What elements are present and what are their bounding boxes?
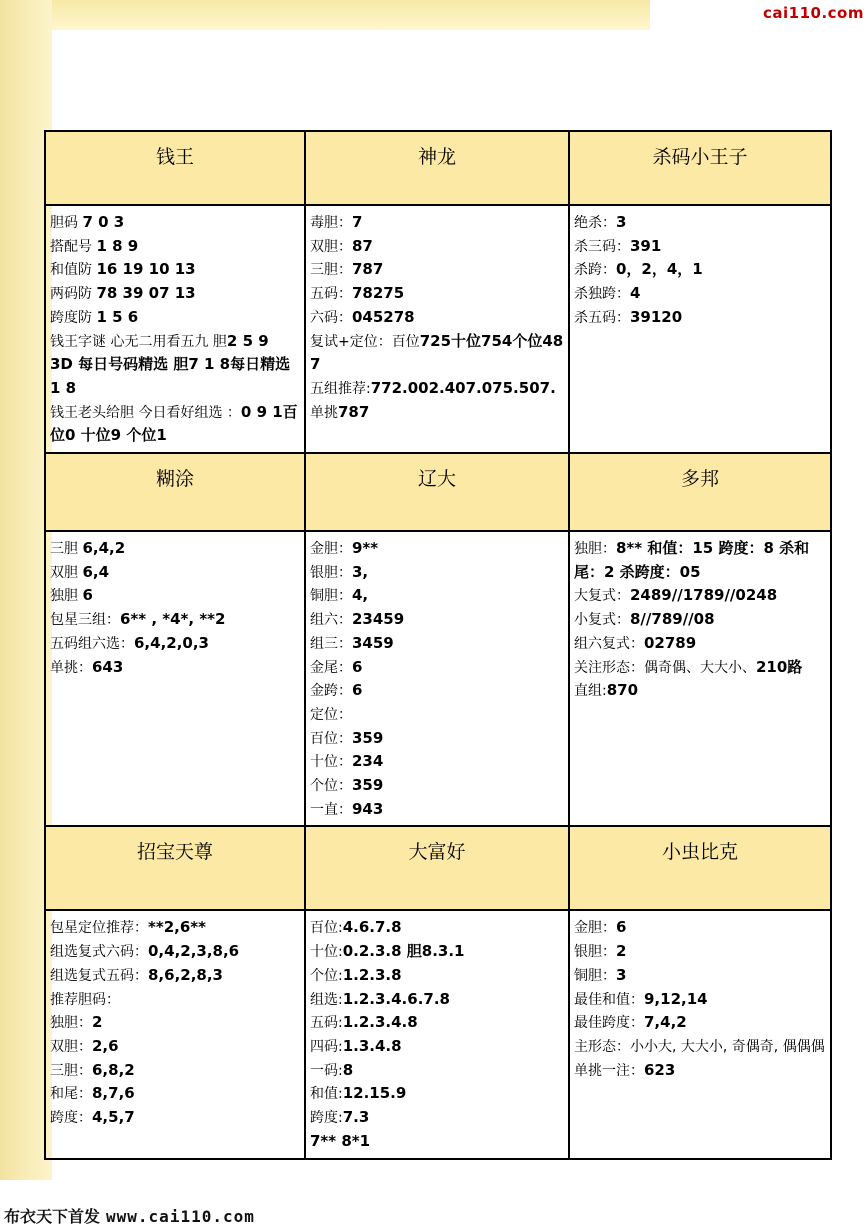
pick-label: 百位： bbox=[310, 730, 352, 747]
pick-value: 6 bbox=[352, 681, 363, 700]
pick-value: 0，2，4，1 bbox=[616, 260, 703, 279]
pick-line bbox=[574, 679, 826, 703]
pick-label: 个位： bbox=[310, 778, 352, 795]
pick-value: 2489//1789//0248 bbox=[630, 586, 778, 605]
expert-picks bbox=[46, 532, 304, 825]
expert-name: 大富好 bbox=[306, 827, 568, 911]
pick-value: 6,8,2 bbox=[92, 1060, 135, 1079]
pick-line bbox=[574, 306, 826, 330]
pick-value: 7.3 bbox=[342, 1108, 370, 1127]
expert-picks bbox=[570, 911, 830, 1157]
pick-line bbox=[50, 584, 300, 608]
pick-line bbox=[310, 774, 564, 798]
expert-cell bbox=[306, 454, 570, 827]
pick-line bbox=[574, 608, 826, 632]
pick-line bbox=[310, 940, 564, 964]
table-row bbox=[46, 132, 832, 454]
pick-line bbox=[50, 561, 300, 585]
pick-label: 双胆： bbox=[310, 238, 352, 255]
pick-label: 独胆： bbox=[574, 541, 616, 558]
pick-label: 个位: bbox=[310, 967, 343, 984]
pick-value: 870 bbox=[606, 681, 639, 700]
pick-line bbox=[310, 584, 564, 608]
pick-line bbox=[310, 750, 564, 774]
pick-label: 独胆 bbox=[50, 588, 83, 605]
pick-value: 8** 和值：15 跨度：8 杀和尾：2 杀跨度：05 bbox=[574, 539, 810, 581]
pick-value: 6,4,2 bbox=[82, 539, 126, 558]
pick-line bbox=[310, 1011, 564, 1035]
pick-line bbox=[50, 1059, 300, 1083]
expert-name: 招宝天尊 bbox=[46, 827, 304, 911]
pick-line bbox=[50, 353, 300, 400]
pick-line bbox=[50, 988, 300, 1012]
expert-cell bbox=[570, 827, 832, 1159]
pick-value: 1 5 6 bbox=[96, 307, 139, 326]
table-row bbox=[46, 827, 832, 1159]
pick-label: 百位: bbox=[310, 920, 343, 937]
pick-value: 02789 bbox=[644, 633, 697, 652]
pick-label: 胆码 bbox=[50, 215, 83, 231]
pick-label: 跨度防 bbox=[50, 309, 97, 326]
footer-watermark bbox=[4, 1204, 255, 1227]
expert-cell bbox=[46, 132, 306, 454]
pick-value: 0.2.3.8 胆8.3.1 bbox=[342, 942, 465, 961]
pick-line bbox=[574, 584, 826, 608]
pick-label: 毒胆： bbox=[310, 215, 352, 231]
pick-line bbox=[50, 282, 300, 306]
pick-label: 钱王字谜 心无二用看五九 胆 bbox=[50, 333, 227, 350]
pick-value: 2,6 bbox=[92, 1036, 119, 1055]
pick-label: 十位: bbox=[310, 944, 343, 961]
pick-value: 7,4,2 bbox=[644, 1013, 687, 1032]
pick-line bbox=[310, 211, 564, 235]
pick-line bbox=[50, 1011, 300, 1035]
pick-label: 一直： bbox=[310, 801, 352, 818]
pick-label: 金跨： bbox=[310, 683, 352, 700]
pick-line bbox=[310, 916, 564, 940]
pick-value: 2 5 9 bbox=[226, 331, 269, 350]
pick-label: 单挑 bbox=[310, 404, 338, 421]
pick-value: 7 0 3 bbox=[82, 213, 125, 231]
pick-line bbox=[310, 988, 564, 1012]
pick-label: 六码： bbox=[310, 309, 352, 326]
pick-label: 金尾： bbox=[310, 659, 352, 676]
pick-value: 943 bbox=[352, 799, 384, 818]
pick-label: 和值: bbox=[310, 1086, 343, 1103]
pick-label: 金胆： bbox=[574, 920, 616, 937]
pick-value: 6,4 bbox=[82, 562, 110, 581]
pick-value: 78275 bbox=[352, 284, 405, 303]
pick-value: 6 bbox=[82, 586, 93, 605]
site-watermark: cai110.com bbox=[763, 4, 864, 22]
pick-value: 16 19 10 13 bbox=[96, 260, 196, 279]
pick-label: 组三： bbox=[310, 635, 352, 652]
pick-label: 五码组六选： bbox=[50, 635, 134, 652]
pick-label: 杀跨： bbox=[574, 262, 616, 279]
pick-line bbox=[50, 964, 300, 988]
pick-label: 和值防 bbox=[50, 262, 97, 279]
pick-line bbox=[310, 235, 564, 259]
pick-line bbox=[310, 1106, 564, 1130]
pick-line bbox=[574, 1011, 826, 1035]
pick-label: 双胆 bbox=[50, 564, 83, 581]
pick-line bbox=[50, 608, 300, 632]
pick-line bbox=[310, 377, 564, 401]
pick-label: 组选: bbox=[310, 991, 343, 1008]
pick-value: **2,6** bbox=[148, 918, 206, 937]
pick-label: 三胆： bbox=[310, 262, 352, 279]
pick-line bbox=[50, 401, 300, 448]
pick-label: 定位： bbox=[310, 706, 352, 723]
expert-picks bbox=[306, 206, 568, 452]
expert-picks bbox=[570, 532, 830, 825]
pick-value: 1 8 9 bbox=[96, 236, 139, 255]
pick-line bbox=[310, 656, 564, 680]
pick-value: 1.2.3.4.6.7.8 bbox=[342, 989, 450, 1008]
pick-line bbox=[574, 916, 826, 940]
pick-label: 关注形态：偶奇偶、大大小、 bbox=[574, 659, 756, 676]
pick-line bbox=[50, 916, 300, 940]
pick-value: 87 bbox=[352, 236, 373, 255]
pick-label: 直组: bbox=[574, 683, 607, 700]
expert-picks bbox=[306, 911, 568, 1157]
pick-line bbox=[310, 306, 564, 330]
pick-value: 8 bbox=[342, 1060, 354, 1079]
expert-cell bbox=[570, 454, 832, 827]
pick-line bbox=[574, 632, 826, 656]
pick-label: 铜胆： bbox=[310, 588, 352, 605]
pick-label: 小复式： bbox=[574, 612, 630, 629]
pick-label: 包星三组： bbox=[50, 612, 120, 629]
pick-line bbox=[574, 656, 826, 680]
pick-line bbox=[310, 1035, 564, 1059]
pick-value: 1.3.4.8 bbox=[342, 1036, 402, 1055]
pick-value: 7** 8*1 bbox=[310, 1131, 371, 1150]
pick-label: 十位： bbox=[310, 754, 352, 771]
pick-value: 3 bbox=[616, 213, 627, 231]
pick-line bbox=[574, 988, 826, 1012]
pick-value: 7 bbox=[352, 213, 363, 231]
pick-line bbox=[310, 330, 564, 377]
pick-line bbox=[310, 703, 564, 727]
pick-line bbox=[50, 258, 300, 282]
pick-label: 组六复式： bbox=[574, 635, 644, 652]
footer-url: www.cai110.com bbox=[106, 1207, 255, 1226]
expert-name: 辽大 bbox=[306, 454, 568, 532]
pick-label: 复试+定位：百位 bbox=[310, 333, 420, 350]
pick-label: 独胆： bbox=[50, 1015, 92, 1032]
pick-line bbox=[310, 537, 564, 561]
pick-value: 23459 bbox=[352, 610, 405, 629]
pick-line bbox=[574, 1059, 826, 1083]
pick-line bbox=[574, 964, 826, 988]
pick-value: 787 bbox=[352, 260, 384, 279]
pick-value: 3 bbox=[616, 965, 627, 984]
pick-label: 五组推荐: bbox=[310, 380, 371, 397]
pick-line bbox=[574, 537, 826, 584]
pick-value: 8//789//08 bbox=[630, 610, 715, 629]
pick-label: 三胆 bbox=[50, 541, 83, 558]
pick-label: 主形态：小小大, 大大小, 奇偶奇, 偶偶偶 bbox=[574, 1038, 825, 1055]
expert-cell bbox=[46, 454, 306, 827]
pick-label: 一码: bbox=[310, 1062, 343, 1079]
pick-value: 8,7,6 bbox=[92, 1084, 135, 1103]
pick-label: 最佳跨度： bbox=[574, 1015, 644, 1032]
pick-value: 78 39 07 13 bbox=[96, 284, 196, 303]
pick-line bbox=[310, 964, 564, 988]
pick-value: 4, bbox=[352, 586, 369, 605]
pick-line bbox=[50, 306, 300, 330]
expert-picks bbox=[306, 532, 568, 825]
pick-value: 1.2.3.8 bbox=[342, 965, 402, 984]
pick-label: 组六： bbox=[310, 612, 352, 629]
expert-cell bbox=[306, 827, 570, 1159]
pick-line bbox=[574, 211, 826, 235]
pick-value: 643 bbox=[92, 657, 124, 676]
pick-value: 623 bbox=[644, 1060, 676, 1079]
expert-picks bbox=[46, 206, 304, 452]
pick-label: 搭配号 bbox=[50, 238, 97, 255]
pick-line bbox=[310, 727, 564, 751]
pick-label: 银胆： bbox=[574, 944, 616, 961]
pick-line bbox=[310, 561, 564, 585]
pick-line bbox=[310, 798, 564, 822]
pick-value: 8,6,2,8,3 bbox=[148, 965, 223, 984]
pick-value: 234 bbox=[352, 752, 384, 771]
pick-label: 推荐胆码： bbox=[50, 991, 120, 1008]
expert-cell bbox=[306, 132, 570, 454]
decorative-top-band bbox=[0, 0, 650, 30]
pick-line bbox=[50, 1035, 300, 1059]
pick-label: 单挑： bbox=[50, 659, 92, 676]
pick-value: 6** , *4*, **2 bbox=[120, 610, 226, 629]
expert-cell bbox=[570, 132, 832, 454]
pick-label: 金胆： bbox=[310, 541, 352, 558]
pick-value: 9** bbox=[352, 539, 379, 558]
pick-label: 杀独跨： bbox=[574, 286, 630, 303]
expert-name: 小虫比克 bbox=[570, 827, 830, 911]
pick-value: 4,5,7 bbox=[92, 1108, 135, 1127]
pick-label: 组选复式五码： bbox=[50, 967, 148, 984]
pick-value: 9,12,14 bbox=[644, 989, 708, 1008]
pick-line bbox=[310, 401, 564, 425]
pick-value: 3D 每日号码精选 胆7 1 8每日精选1 8 bbox=[50, 355, 291, 397]
pick-line bbox=[50, 656, 300, 680]
pick-label: 包星定位推荐： bbox=[50, 920, 148, 937]
pick-label: 杀三码： bbox=[574, 238, 630, 255]
header-blank-area bbox=[52, 30, 652, 130]
pick-label: 三胆： bbox=[50, 1062, 92, 1079]
pick-label: 两码防 bbox=[50, 286, 97, 303]
expert-name: 糊涂 bbox=[46, 454, 304, 532]
pick-line bbox=[310, 1130, 564, 1154]
pick-line bbox=[50, 1082, 300, 1106]
expert-name: 杀码小王子 bbox=[570, 132, 830, 206]
pick-line bbox=[574, 940, 826, 964]
table-row bbox=[46, 454, 832, 827]
pick-value: 39120 bbox=[630, 307, 683, 326]
pick-label: 和尾： bbox=[50, 1086, 92, 1103]
pick-label: 四码: bbox=[310, 1038, 343, 1055]
pick-line bbox=[310, 282, 564, 306]
pick-label: 钱王老头给胆 今日看好组选 ： bbox=[50, 404, 241, 421]
pick-line bbox=[310, 632, 564, 656]
pick-label: 跨度： bbox=[50, 1110, 92, 1127]
pick-label: 大复式： bbox=[574, 588, 630, 605]
pick-value: 4 bbox=[630, 284, 641, 303]
pick-label: 银胆： bbox=[310, 564, 352, 581]
expert-name: 神龙 bbox=[306, 132, 568, 206]
pick-line bbox=[50, 211, 300, 235]
pick-label: 最佳和值： bbox=[574, 991, 644, 1008]
pick-value: 3, bbox=[352, 562, 369, 581]
pick-label: 五码: bbox=[310, 1015, 343, 1032]
pick-label: 铜胆： bbox=[574, 967, 616, 984]
pick-value: 2 bbox=[616, 942, 627, 961]
pick-line bbox=[50, 537, 300, 561]
expert-name: 钱王 bbox=[46, 132, 304, 206]
pick-value: 6 bbox=[352, 657, 363, 676]
pick-value: 4.6.7.8 bbox=[342, 918, 402, 937]
pick-line bbox=[310, 608, 564, 632]
pick-line bbox=[310, 258, 564, 282]
pick-value: 772.002.407.075.507. bbox=[370, 378, 556, 397]
expert-picks bbox=[46, 911, 304, 1157]
pick-value: 359 bbox=[352, 776, 384, 795]
pick-line bbox=[574, 235, 826, 259]
pick-line bbox=[50, 632, 300, 656]
pick-line bbox=[50, 1106, 300, 1130]
pick-line bbox=[310, 1059, 564, 1083]
expert-cell bbox=[46, 827, 306, 1159]
pick-value: 6,4,2,0,3 bbox=[134, 633, 209, 652]
pick-label: 组选复式六码： bbox=[50, 944, 148, 961]
pick-line bbox=[50, 235, 300, 259]
pick-value: 210路 bbox=[756, 657, 803, 676]
pick-value: 6 bbox=[616, 918, 627, 937]
pick-value: 045278 bbox=[352, 307, 415, 326]
pick-label: 五码： bbox=[310, 286, 352, 303]
footer-text: 布衣天下首发 bbox=[4, 1207, 101, 1226]
pick-value: 3459 bbox=[352, 633, 394, 652]
pick-line bbox=[310, 679, 564, 703]
pick-label: 跨度: bbox=[310, 1110, 343, 1127]
pick-line bbox=[310, 1082, 564, 1106]
pick-value: 0,4,2,3,8,6 bbox=[148, 942, 240, 961]
prediction-table bbox=[44, 130, 832, 1160]
pick-line bbox=[574, 282, 826, 306]
pick-label: 杀五码： bbox=[574, 309, 630, 326]
expert-name: 多邦 bbox=[570, 454, 830, 532]
pick-line bbox=[50, 940, 300, 964]
pick-value: 12.15.9 bbox=[342, 1084, 407, 1103]
pick-value: 2 bbox=[92, 1013, 103, 1032]
pick-line bbox=[50, 330, 300, 354]
pick-label: 单挑一注： bbox=[574, 1062, 644, 1079]
pick-value: 1.2.3.4.8 bbox=[342, 1013, 418, 1032]
pick-line bbox=[574, 258, 826, 282]
pick-value: 725十位754个位487 bbox=[310, 331, 564, 374]
pick-line bbox=[574, 1035, 826, 1059]
pick-value: 359 bbox=[352, 728, 384, 747]
pick-label: 双胆： bbox=[50, 1038, 92, 1055]
expert-picks bbox=[570, 206, 830, 452]
pick-value: 787 bbox=[338, 402, 370, 421]
pick-value: 391 bbox=[630, 236, 662, 255]
pick-value: 0 9 1百位0 十位9 个位1 bbox=[50, 402, 298, 445]
pick-label: 绝杀： bbox=[574, 215, 616, 231]
